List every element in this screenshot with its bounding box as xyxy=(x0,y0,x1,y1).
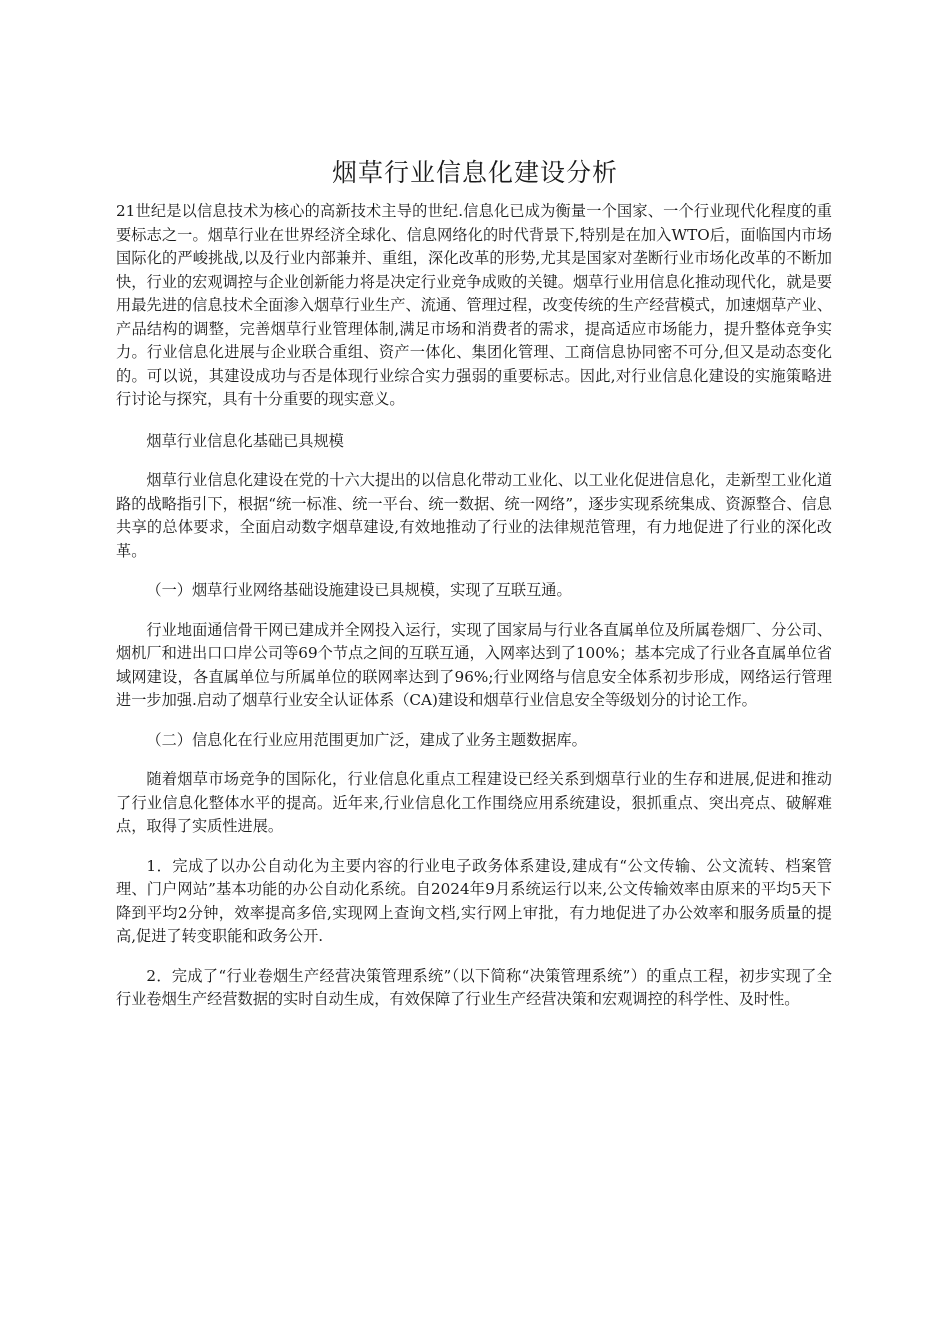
body-paragraph: 行业地面通信骨干网已建成并全网投入运行，实现了国家局与行业各直属单位及所属卷烟厂、分公司、烟机厂和进出口口岸公司等69个节点之间的互联互通，入网率达到了100%；基本完成了行业各直属单位省域网建设，各直属单位与所属单位的联网率达到了96%;行业网络与信息安全体系初步形成，网络运行管理进一步加强.启动了烟草行业安全认证体系（CA)建设和烟草行业信息安全等级划分的讨论工作。 xyxy=(116,620,832,709)
document-title: 烟草行业信息化建设分析 xyxy=(331,158,618,187)
document-body xyxy=(116,200,832,1028)
body-paragraph: 随着烟草市场竞争的国际化，行业信息化重点工程建设已经关系到烟草行业的生存和进展,促进和推动了行业信息化整体水平的提高。近年来,行业信息化工作围绕应用系统建设，狠抓重点、突出亮点、破解难点，取得了实质性进展。 xyxy=(116,770,832,835)
subsection-heading: （一）烟草行业网络基础设施建设已具规模，实现了互联互通。 xyxy=(146,581,572,599)
numbered-paragraph: 2．完成了“行业卷烟生产经营决策管理系统”（以下简称“决策管理系统”）的重点工程，初步实现了全行业卷烟生产经营数据的实时自动生成，有效保障了行业生产经营决策和宏观调控的科学性、及时性。 xyxy=(116,966,832,1008)
section-heading: 烟草行业信息化基础已具规模 xyxy=(146,431,344,450)
intro-paragraph: 21世纪是以信息技术为核心的高新技术主导的世纪.信息化已成为衡量一个国家、一个行业现代化程度的重要标志之一。烟草行业在世界经济全球化、信息网络化的时代背景下,特别是在加入WTO后，面临国内市场国际化的严峻挑战,以及行业内部兼并、重组，深化改革的形势,尤其是国家对垄断行业市场化改革的不断加快，行业的宏观调控与企业创新能力将是决定行业竞争成败的关键。烟草行业用信息化推动现代化，就是要用最先进的信息技术全面渗入烟草行业生产、流通、管理过程，改变传统的生产经营模式，加速烟草产业、产品结构的调整，完善烟草行业管理体制,满足市场和消费者的需求，提高适应市场能力，提升整体竞争实力。行业信息化进展与企业联合重组、资产一体化、集团化管理、工商信息协同密不可分,但又是动态变化的。可以说，其建设成功与否是体现行业综合实力强弱的重要标志。因此,对行业信息化建设的实施策略进行讨论与探究，具有十分重要的现实意义。 xyxy=(116,202,832,408)
subsection-heading: （二）信息化在行业应用范围更加广泛，建成了业务主题数据库。 xyxy=(146,730,587,749)
body-paragraph: 烟草行业信息化建设在党的十六大提出的以信息化带动工业化、以工业化促进信息化，走新型工业化道路的战略指引下，根据“统一标准、统一平台、统一数据、统一网络”，逐步实现系统集成、资源整合、信息共享的总体要求，全面启动数字烟草建设,有效地推动了行业的法律规范管理，有力地促进了行业的深化改革。 xyxy=(116,471,832,560)
numbered-paragraph: 1．完成了以办公自动化为主要内容的行业电子政务体系建设,建成有“公文传输、公文流转、档案管理、门户网站”基本功能的办公自动化系统。自2024年9月系统运行以来,公文传输效率由原来的平均5天下降到平均2分钟，效率提高多倍,实现网上查询文档,实行网上审批，有力地促进了办公效率和服务质量的提高,促进了转变职能和政务公开. xyxy=(116,856,832,945)
